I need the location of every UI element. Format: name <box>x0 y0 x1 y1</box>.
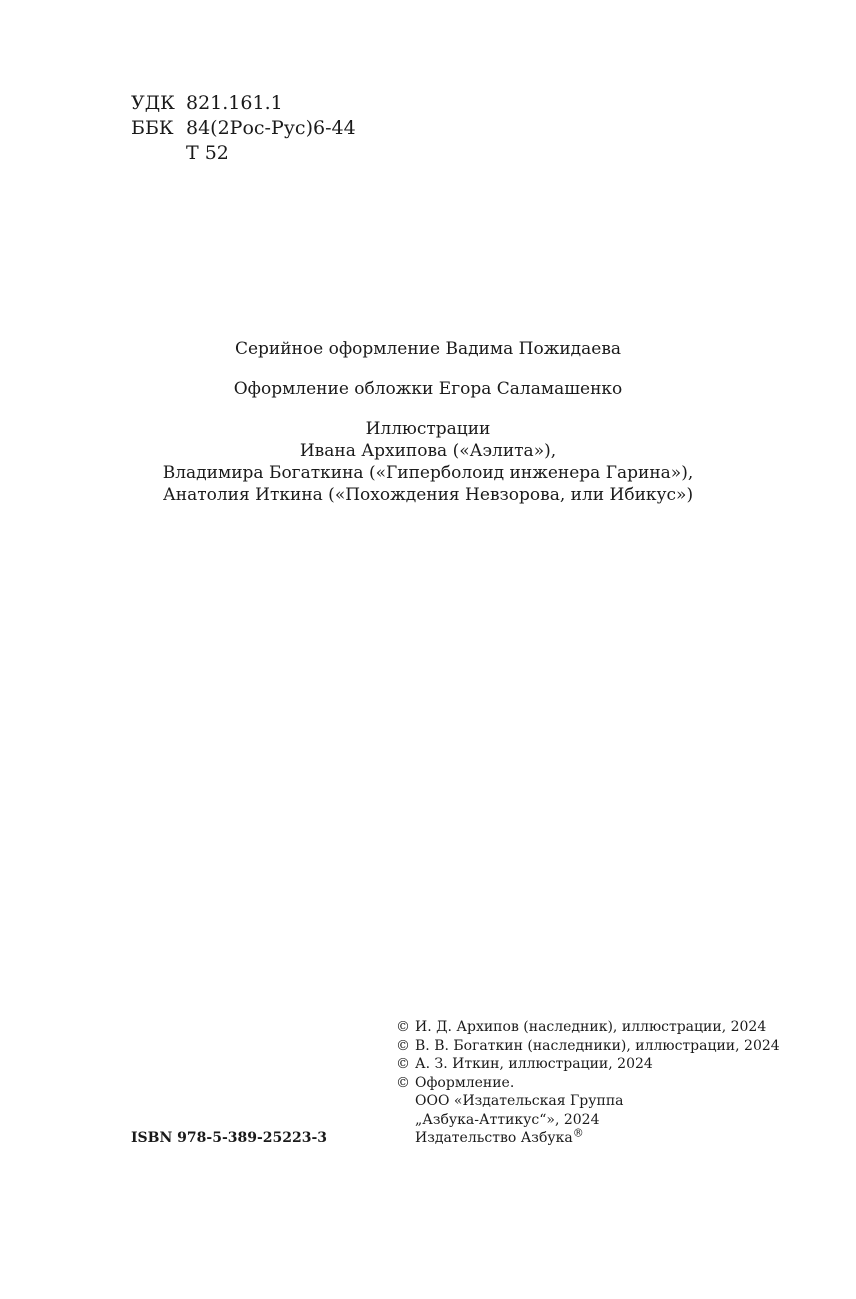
publisher-text: „Азбука-Аттикус“», 2024 <box>415 1111 600 1128</box>
publisher-row <box>396 1092 780 1111</box>
publisher-text: ООО «Издательская Группа <box>415 1093 624 1109</box>
classification-codes <box>131 91 356 166</box>
illustrations-heading: Иллюстрации <box>365 419 491 439</box>
bbk-row <box>131 116 356 141</box>
publisher-text: Издательство Азбука <box>415 1130 573 1146</box>
bbk-value: 84(2Рос-Рус)6-44 <box>186 117 356 139</box>
copyright-row <box>396 1074 780 1093</box>
copyright-text: В. В. Богаткин (наследники), иллюстрации, 2024 <box>415 1037 780 1054</box>
udk-value: 821.161.1 <box>186 92 283 114</box>
copyright-row <box>396 1018 780 1037</box>
bbk-label: ББК <box>131 117 174 139</box>
copyright-text: А. З. Иткин, иллюстрации, 2024 <box>415 1056 653 1072</box>
illustrator-line: Владимира Богаткина («Гиперболоид инженера Гарина»), <box>162 463 694 483</box>
series-design-credit: Серийное оформление Вадима Пожидаева <box>234 339 622 359</box>
publisher-row <box>396 1126 780 1148</box>
copyright-symbol: © <box>396 1056 410 1072</box>
copyright-notices <box>396 1018 780 1148</box>
copyright-text: Оформление. <box>415 1074 515 1091</box>
cover-design-credit: Оформление обложки Егора Саламашенко <box>233 379 623 399</box>
publisher-row <box>396 1111 780 1130</box>
udk-row <box>131 91 356 116</box>
udk-label: УДК <box>131 92 175 114</box>
copyright-row <box>396 1037 780 1056</box>
copyright-row <box>396 1055 780 1074</box>
design-credits <box>0 338 856 506</box>
copyright-symbol: © <box>396 1074 410 1091</box>
author-mark-row <box>131 141 356 166</box>
author-mark: Т 52 <box>186 142 229 164</box>
illustrator-line: Анатолия Иткина («Похождения Невзорова, или Ибикус») <box>162 485 694 505</box>
isbn-number: ISBN 978-5-389-25223-3 <box>131 1130 328 1146</box>
copyright-symbol: © <box>396 1019 410 1035</box>
illustrator-line: Ивана Архипова («Аэлита»), <box>299 441 557 461</box>
copyright-symbol: © <box>396 1037 410 1054</box>
registered-mark: ® <box>572 1126 584 1140</box>
copyright-text: И. Д. Архипов (наследник), иллюстрации, 2024 <box>415 1019 767 1035</box>
